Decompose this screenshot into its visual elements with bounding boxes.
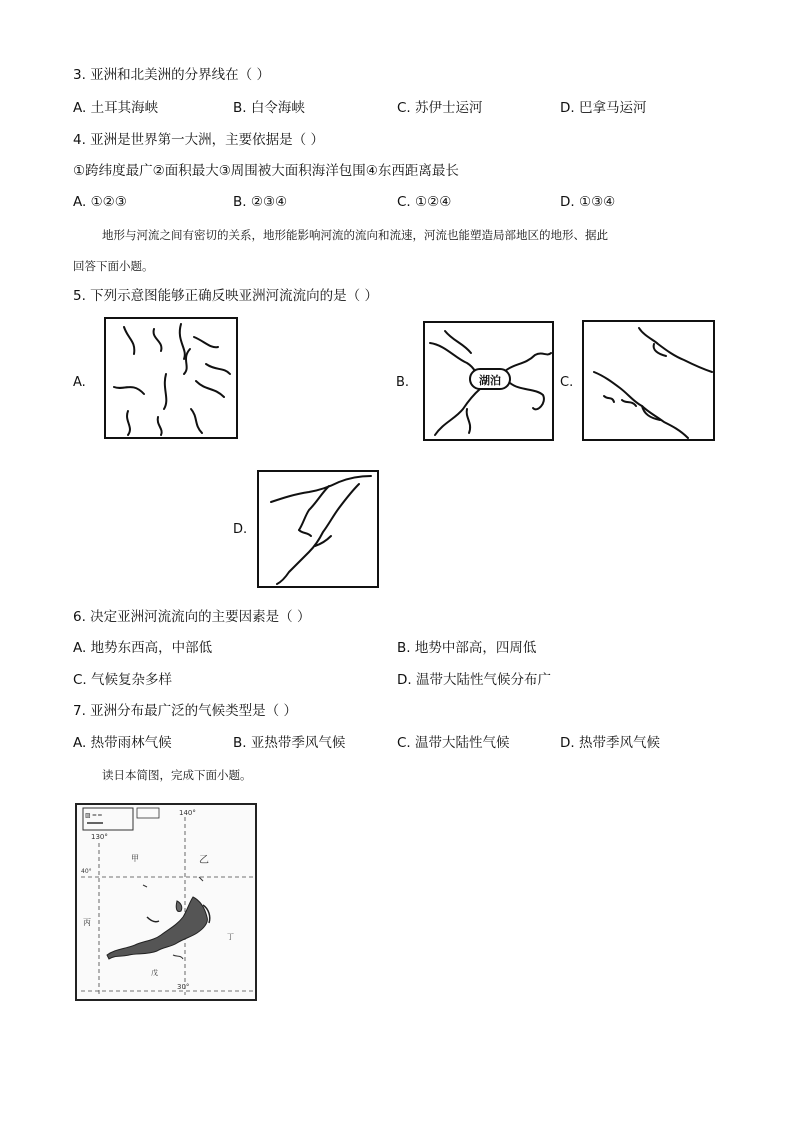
japan-map-intro: 读日本简图，完成下面小题。 — [102, 768, 252, 782]
q3-option-d[interactable]: D. 巴拿马运河 — [560, 100, 647, 116]
q7-option-a[interactable]: A. 热带雨林气候 — [73, 735, 172, 751]
q6-option-c[interactable]: C. 气候复杂多样 — [73, 672, 173, 688]
q4-reasons: ①跨纬度最广②面积最大③周围被大面积海洋包围④东西距离最长 — [73, 163, 459, 179]
q6-option-a[interactable]: A. 地势东西高，中部低 — [73, 640, 213, 656]
latitude-30-label: 30° — [177, 983, 190, 991]
q5-option-b-label[interactable]: B. — [396, 375, 410, 390]
intro-paragraph-line1: 地形与河流之间有密切的关系，地形能影响河流的流向和流速，河流也能塑造局部地区的地形、据此 — [102, 228, 608, 242]
svg-text:▨ ═ ═: ▨ ═ ═ — [85, 812, 102, 819]
q3-option-a[interactable]: A. 土耳其海峡 — [73, 100, 159, 116]
map-mark-jia: 甲 — [131, 854, 139, 863]
q3-option-c[interactable]: C. 苏伊士运河 — [397, 100, 483, 116]
q6-option-d[interactable]: D. 温带大陆性气候分布广 — [397, 672, 551, 688]
q7-option-c[interactable]: C. 温带大陆性气候 — [397, 735, 510, 751]
intro-paragraph-line2: 回答下面小题。 — [73, 259, 154, 273]
river-map-c[interactable] — [582, 320, 715, 441]
q7-option-b[interactable]: B. 亚热带季风气候 — [233, 735, 346, 751]
longitude-140-label: 140° — [179, 809, 196, 817]
river-map-d[interactable] — [257, 470, 379, 588]
q5-stem: 5. 下列示意图能够正确反映亚洲河流流向的是（ ） — [73, 288, 378, 304]
q4-option-b[interactable]: B. ②③④ — [233, 194, 288, 210]
latitude-40-label: 40° — [81, 868, 92, 875]
river-map-a[interactable] — [104, 317, 238, 439]
q5-option-d-label[interactable]: D. — [233, 522, 248, 537]
map-mark-yi: 乙 — [199, 855, 209, 866]
q4-stem: 4. 亚洲是世界第一大洲，主要依据是（ ） — [73, 132, 324, 148]
japan-map — [75, 803, 257, 1001]
q6-option-b[interactable]: B. 地势中部高，四周低 — [397, 640, 537, 656]
q7-option-d[interactable]: D. 热带季风气候 — [560, 735, 660, 751]
q4-option-a[interactable]: A. ①②③ — [73, 194, 127, 210]
q4-option-d[interactable]: D. ①③④ — [560, 194, 616, 210]
river-map-b[interactable] — [423, 321, 554, 441]
lake-label: 湖泊 — [469, 368, 511, 390]
q3-option-b[interactable]: B. 白令海峡 — [233, 100, 305, 116]
map-mark-bing: 丙 — [83, 918, 91, 927]
q5-option-c-label[interactable]: C. — [560, 375, 574, 390]
q4-option-c[interactable]: C. ①②④ — [397, 194, 452, 210]
q5-option-a-label[interactable]: A. — [73, 375, 86, 390]
map-mark-wu: 戊 — [151, 969, 158, 977]
q7-stem: 7. 亚洲分布最广泛的气候类型是（ ） — [73, 703, 297, 719]
q6-stem: 6. 决定亚洲河流流向的主要因素是（ ） — [73, 609, 311, 625]
q3-stem: 3. 亚洲和北美洲的分界线在（ ） — [73, 67, 270, 83]
longitude-130-label: 130° — [91, 833, 108, 841]
map-mark-ding: 丁 — [227, 933, 234, 941]
